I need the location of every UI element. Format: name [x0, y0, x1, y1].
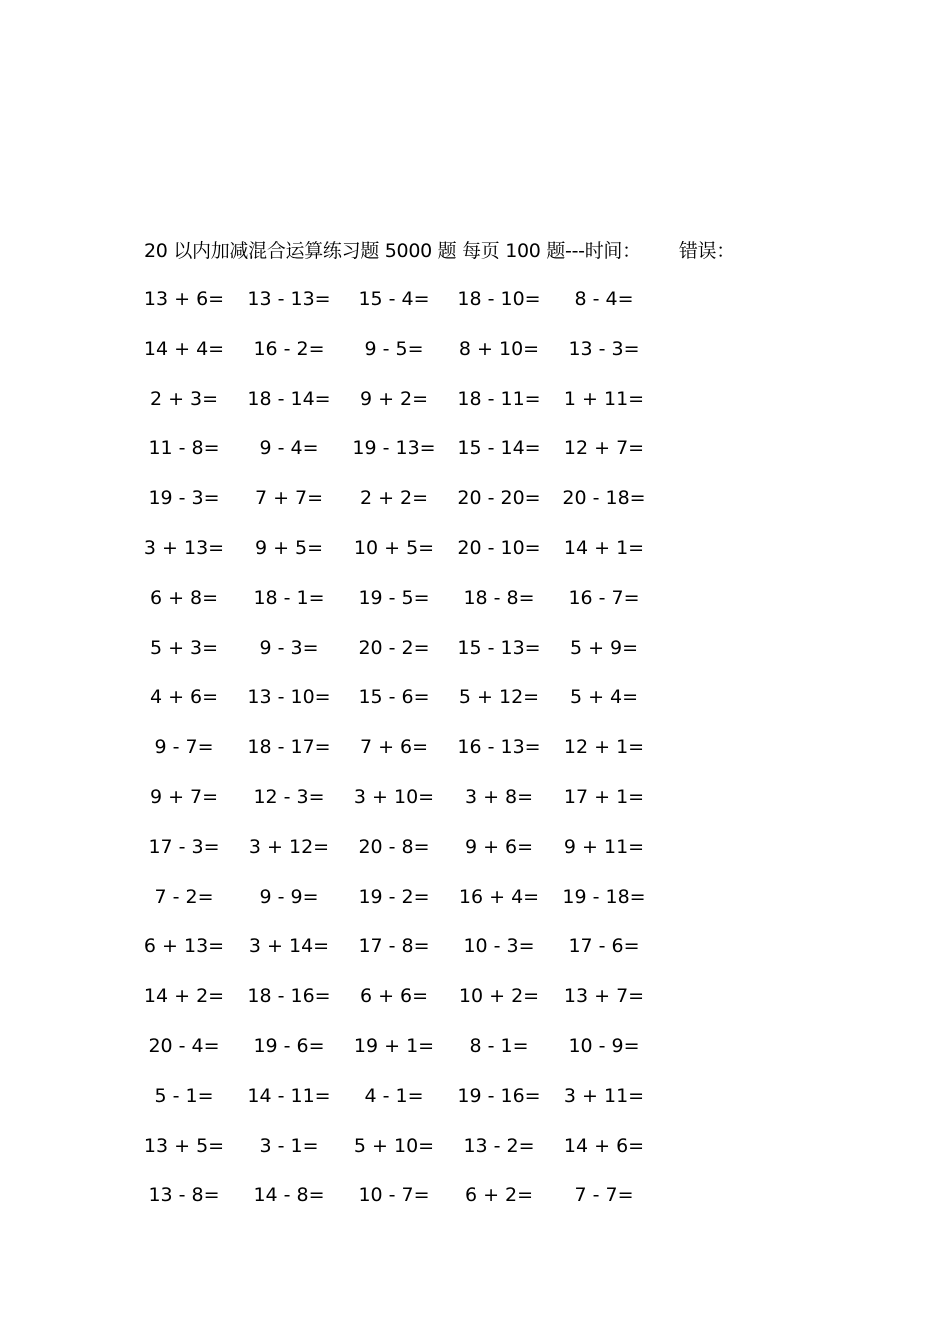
- problem-item: 19 - 5=: [358, 586, 430, 609]
- problem-item: 20 - 18=: [562, 487, 646, 510]
- problem-item: 2 + 2=: [359, 487, 429, 510]
- problem-item: 13 + 7=: [563, 985, 645, 1008]
- problem-item: 13 - 8=: [148, 1184, 220, 1207]
- problem-item: 18 - 11=: [457, 387, 541, 410]
- problem-item: 18 - 8=: [463, 586, 535, 609]
- problem-item: 9 - 9=: [259, 885, 319, 908]
- problem-row: [0, 982, 950, 1032]
- problem-item: 7 - 2=: [154, 885, 214, 908]
- problem-row: [0, 385, 950, 435]
- problem-row: [0, 1082, 950, 1132]
- problem-item: 10 - 3=: [463, 935, 535, 958]
- problem-item: 6 + 6=: [359, 985, 429, 1008]
- problem-row: [0, 1032, 950, 1082]
- problem-item: 7 + 7=: [254, 487, 324, 510]
- problem-item: 5 + 12=: [458, 686, 540, 709]
- problem-row: [0, 932, 950, 982]
- problem-item: 9 + 2=: [359, 387, 429, 410]
- problem-item: 5 - 1=: [154, 1084, 214, 1107]
- problem-item: 2 + 3=: [149, 387, 219, 410]
- problem-item: 5 + 4=: [569, 686, 639, 709]
- problem-item: 16 - 2=: [253, 337, 325, 360]
- problem-item: 15 - 13=: [457, 636, 541, 659]
- problem-row: [0, 335, 950, 385]
- problem-item: 18 - 16=: [247, 985, 331, 1008]
- problem-item: 15 - 4=: [358, 288, 430, 310]
- problem-item: 12 + 7=: [563, 437, 645, 460]
- problem-item: 9 + 11=: [563, 835, 645, 858]
- problem-item: 18 - 10=: [457, 288, 541, 310]
- problem-item: 3 + 14=: [248, 935, 330, 958]
- problem-item: 20 - 4=: [148, 1034, 220, 1057]
- problem-item: 6 + 2=: [464, 1184, 534, 1207]
- problem-item: 16 - 7=: [568, 586, 640, 609]
- problem-row: [0, 783, 950, 833]
- problem-item: 1 + 11=: [563, 387, 645, 410]
- problem-item: 19 - 13=: [352, 437, 436, 460]
- problem-row: [0, 484, 950, 534]
- problem-item: 14 + 4=: [143, 337, 225, 360]
- problem-item: 9 - 7=: [154, 736, 214, 759]
- problem-grid: [0, 285, 950, 1231]
- problem-item: 8 - 4=: [574, 288, 634, 310]
- problem-item: 5 + 3=: [149, 636, 219, 659]
- problem-item: 6 + 8=: [149, 586, 219, 609]
- problem-item: 10 + 2=: [458, 985, 540, 1008]
- problem-row: [0, 1181, 950, 1231]
- problem-item: 20 - 20=: [457, 487, 541, 510]
- problem-row: [0, 434, 950, 484]
- problem-item: 10 + 5=: [353, 536, 435, 559]
- problem-item: 13 - 13=: [247, 288, 331, 310]
- problem-item: 9 - 3=: [259, 636, 319, 659]
- problem-item: 19 - 18=: [562, 885, 646, 908]
- problem-item: 20 - 8=: [358, 835, 430, 858]
- problem-row: [0, 683, 950, 733]
- problem-row: [0, 634, 950, 684]
- problem-item: 3 + 10=: [353, 785, 435, 808]
- problem-item: 12 - 3=: [253, 785, 325, 808]
- problem-item: 3 - 1=: [259, 1134, 319, 1157]
- problem-item: 17 + 1=: [563, 785, 645, 808]
- problem-item: 19 + 1=: [353, 1034, 435, 1057]
- problem-item: 9 + 5=: [254, 536, 324, 559]
- problem-item: 9 + 7=: [149, 785, 219, 808]
- problem-row: [0, 534, 950, 584]
- problem-item: 18 - 1=: [253, 586, 325, 609]
- problem-item: 10 - 7=: [358, 1184, 430, 1207]
- problem-item: 13 - 10=: [247, 686, 331, 709]
- problem-item: 8 - 1=: [469, 1034, 529, 1057]
- problem-item: 14 + 2=: [143, 985, 225, 1008]
- problem-item: 4 + 6=: [149, 686, 219, 709]
- problem-item: 14 - 8=: [253, 1184, 325, 1207]
- problem-item: 16 - 13=: [457, 736, 541, 759]
- problem-row: [0, 833, 950, 883]
- problem-item: 15 - 6=: [358, 686, 430, 709]
- problem-item: 19 - 16=: [457, 1084, 541, 1107]
- problem-item: 3 + 11=: [563, 1084, 645, 1107]
- problem-row: [0, 733, 950, 783]
- problem-item: 3 + 12=: [248, 835, 330, 858]
- problem-item: 7 + 6=: [359, 736, 429, 759]
- problem-item: 3 + 8=: [464, 785, 534, 808]
- problem-item: 19 - 6=: [253, 1034, 325, 1057]
- problem-item: 10 - 9=: [568, 1034, 640, 1057]
- problem-item: 17 - 3=: [148, 835, 220, 858]
- problem-item: 16 + 4=: [458, 885, 540, 908]
- problem-item: 4 - 1=: [364, 1084, 424, 1107]
- problem-item: 8 + 10=: [458, 337, 540, 360]
- problem-item: 17 - 8=: [358, 935, 430, 958]
- problem-item: 9 - 4=: [259, 437, 319, 460]
- problem-row: [0, 285, 950, 335]
- problem-item: 13 + 5=: [143, 1134, 225, 1157]
- problem-item: 3 + 13=: [143, 536, 225, 559]
- worksheet-title: 20 以内加减混合运算练习题 5000 题 每页 100 题---时间：: [144, 240, 641, 262]
- problem-item: 20 - 2=: [358, 636, 430, 659]
- problem-item: 14 + 1=: [563, 536, 645, 559]
- problem-item: 13 - 2=: [463, 1134, 535, 1157]
- problem-item: 14 + 6=: [563, 1134, 645, 1157]
- error-label: 错误：: [678, 240, 735, 262]
- problem-item: 9 + 6=: [464, 835, 534, 858]
- problem-item: 19 - 2=: [358, 885, 430, 908]
- problem-item: 18 - 14=: [247, 387, 331, 410]
- problem-item: 12 + 1=: [563, 736, 645, 759]
- problem-item: 19 - 3=: [148, 487, 220, 510]
- problem-item: 6 + 13=: [143, 935, 225, 958]
- problem-row: [0, 883, 950, 933]
- problem-item: 20 - 10=: [457, 536, 541, 559]
- problem-item: 13 - 3=: [568, 337, 640, 360]
- problem-item: 18 - 17=: [247, 736, 331, 759]
- problem-item: 17 - 6=: [568, 935, 640, 958]
- worksheet-header: [144, 236, 735, 263]
- problem-row: [0, 1132, 950, 1182]
- problem-row: [0, 584, 950, 634]
- problem-item: 11 - 8=: [148, 437, 220, 460]
- problem-item: 9 - 5=: [364, 337, 424, 360]
- problem-item: 5 + 10=: [353, 1134, 435, 1157]
- problem-item: 5 + 9=: [569, 636, 639, 659]
- problem-item: 15 - 14=: [457, 437, 541, 460]
- problem-item: 13 + 6=: [143, 288, 225, 310]
- problem-item: 14 - 11=: [247, 1084, 331, 1107]
- problem-item: 7 - 7=: [574, 1184, 634, 1207]
